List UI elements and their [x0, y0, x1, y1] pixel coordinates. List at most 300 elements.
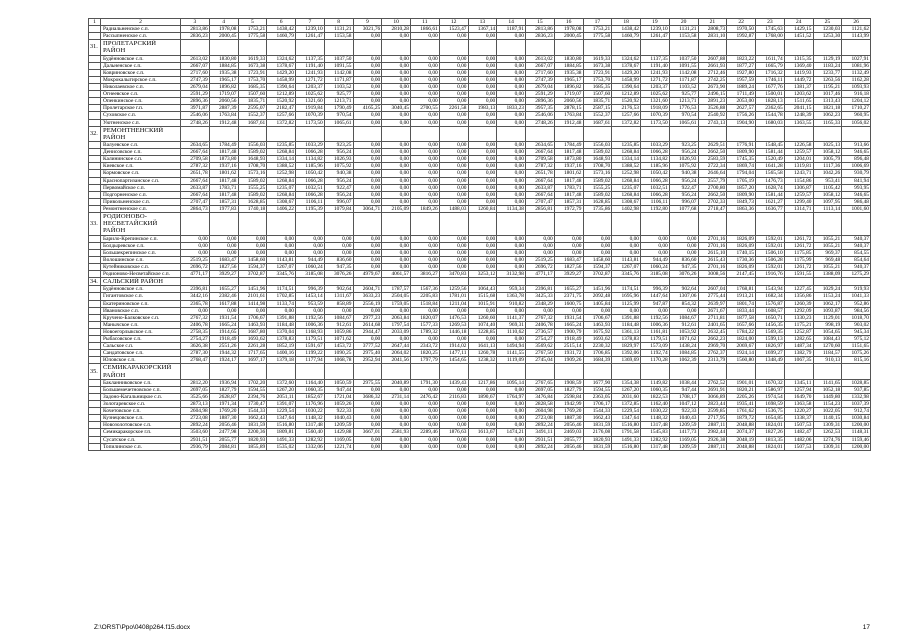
tariff-value: 1438,42: [267, 26, 296, 33]
tariff-value: 1071,62: [669, 336, 698, 343]
tariff-value: 1970,50: [727, 26, 756, 33]
tariff-value: 2084,81: [209, 443, 238, 450]
settlement-row: [89, 156, 871, 163]
empty-cell: [526, 278, 555, 286]
tariff-value: 2700,80: [698, 184, 727, 191]
settlement-row: [89, 350, 871, 357]
row-number-cell: [89, 415, 101, 422]
tariff-value: 0,00: [439, 401, 468, 408]
district-number: 34.: [89, 278, 101, 286]
tariff-value: 2718,47: [698, 205, 727, 212]
tariff-value: 1912,48: [554, 119, 583, 126]
tariff-value: 1787,57: [382, 286, 411, 293]
empty-cell: [181, 364, 210, 379]
settlement-name: Радиальненское с.п.: [101, 26, 181, 33]
tariff-value: 1665,24: [209, 321, 238, 328]
tariff-value: 1592,01: [756, 235, 785, 242]
tariff-value: 1820,93: [583, 436, 612, 443]
tariff-value: 1169,05: [669, 436, 698, 443]
tariff-value: 1797,79: [411, 357, 440, 364]
tariff-value: 1474,21: [497, 429, 526, 436]
tariff-value: 0,00: [382, 55, 411, 62]
tariff-value: 0,00: [411, 191, 440, 198]
tariff-value: 1066,28: [641, 149, 670, 156]
tariff-value: 0,00: [353, 76, 382, 83]
column-number-cell: 19: [641, 19, 670, 26]
tariff-value: 956,24: [324, 177, 353, 184]
tariff-table: [88, 18, 871, 451]
tariff-value: 953,41: [813, 177, 842, 184]
tariff-value: 0,00: [554, 235, 583, 242]
tariff-value: 1957,59: [727, 76, 756, 83]
settlement-row: [89, 170, 871, 177]
tariff-value: 1535,02: [267, 443, 296, 450]
tariff-value: 1978,08: [209, 26, 238, 33]
empty-cell: [554, 126, 583, 141]
tariff-value: 1233,77: [813, 69, 842, 76]
tariff-value: 0,00: [439, 55, 468, 62]
tariff-value: 1972,79: [554, 205, 583, 212]
tariff-value: 1791,58: [612, 429, 641, 436]
tariff-value: 3132,98: [497, 271, 526, 278]
tariff-value: 2639,97: [698, 300, 727, 307]
tariff-value: 1569,35: [756, 328, 785, 335]
tariff-value: 4979,67: [353, 271, 382, 278]
tariff-value: 1065,61: [324, 119, 353, 126]
tariff-value: 1025,62: [641, 91, 670, 98]
tariff-value: 1429,88: [324, 429, 353, 436]
tariff-value: 1824,01: [756, 443, 785, 450]
tariff-value: 2892,24: [526, 443, 555, 450]
tariff-value: 1347,64: [267, 415, 296, 422]
tariff-value: 854,64: [842, 256, 871, 263]
tariff-value: 1783,71: [209, 184, 238, 191]
tariff-value: 1168,93: [296, 328, 325, 335]
tariff-value: 0,00: [324, 249, 353, 256]
tariff-value: 0,00: [439, 112, 468, 119]
tariff-value: 1824,01: [756, 422, 785, 429]
row-number-cell: [89, 112, 101, 119]
tariff-value: 1913,21: [727, 293, 756, 300]
row-number-cell: [89, 76, 101, 83]
tariff-value: 1682,34: [756, 293, 785, 300]
tariff-value: 2031,60: [612, 393, 641, 400]
empty-cell: [526, 212, 555, 235]
tariff-value: 1828,13: [756, 98, 785, 105]
tariff-value: 1391,88: [612, 314, 641, 321]
tariff-value: 1143,81: [612, 256, 641, 263]
tariff-value: 1311,67: [324, 293, 353, 300]
empty-cell: [238, 40, 267, 55]
tariff-value: 0,00: [497, 401, 526, 408]
tariff-value: 2717,95: [698, 415, 727, 422]
tariff-value: 1405,84: [583, 300, 612, 307]
tariff-value: 2556,19: [353, 300, 382, 307]
empty-cell: [641, 364, 670, 379]
tariff-value: 2754,27: [181, 336, 210, 343]
tariff-value: 0,00: [209, 307, 238, 314]
tariff-value: 1581,44: [756, 149, 785, 156]
tariff-value: 3008,56: [698, 271, 727, 278]
tariff-value: 0,00: [641, 235, 670, 242]
tariff-value: 1908,59: [554, 379, 583, 386]
settlement-name: Болдыревское с.п.: [101, 242, 181, 249]
empty-cell: [411, 126, 440, 141]
tariff-value: 2696,72: [526, 263, 555, 270]
tariff-value: 0,00: [468, 191, 497, 198]
tariff-value: 1702,85: [267, 293, 296, 300]
tariff-value: 2926,38: [698, 436, 727, 443]
tariff-value: 1058,12: [813, 191, 842, 198]
empty-cell: [209, 364, 238, 379]
tariff-value: 0,00: [181, 249, 210, 256]
settlement-name: Новозолотовское с.п.: [101, 422, 181, 429]
tariff-value: 919,93: [842, 286, 871, 293]
tariff-value: 0,00: [497, 422, 526, 429]
tariff-value: 1308,67: [267, 198, 296, 205]
tariff-value: 1460,79: [267, 33, 296, 40]
settlement-row: [89, 422, 871, 429]
tariff-value: 1592,01: [756, 242, 785, 249]
tariff-value: 0,00: [353, 163, 382, 170]
tariff-value: 916,18: [842, 91, 871, 98]
tariff-value: 0,00: [468, 76, 497, 83]
tariff-value: 2651,78: [526, 170, 555, 177]
tariff-value: 1093,93: [842, 84, 871, 91]
tariff-value: 2667,64: [181, 177, 210, 184]
tariff-value: 0,00: [468, 263, 497, 270]
tariff-value: 3425,33: [526, 293, 555, 300]
tariff-value: 912,74: [842, 408, 871, 415]
empty-cell: [439, 364, 468, 379]
tariff-value: 1482,47: [784, 429, 813, 436]
tariff-value: 0,00: [497, 84, 526, 91]
empty-cell: [382, 364, 411, 379]
row-number-cell: [89, 393, 101, 400]
empty-cell: [267, 212, 296, 235]
tariff-value: 0,00: [353, 386, 382, 393]
tariff-value: 0,00: [583, 307, 612, 314]
row-number-cell: [89, 328, 101, 335]
tariff-value: 1670,32: [756, 379, 785, 386]
tariff-value: 1137,35: [296, 55, 325, 62]
tariff-value: 896,48: [842, 156, 871, 163]
settlement-name: Волошинское с.п.: [101, 256, 181, 263]
tariff-value: 0,00: [439, 170, 468, 177]
tariff-value: 0,00: [439, 119, 468, 126]
tariff-value: 1267,20: [267, 386, 296, 393]
tariff-value: 1817,48: [209, 149, 238, 156]
tariff-value: 1683,47: [554, 256, 583, 263]
tariff-value: 1763,84: [209, 112, 238, 119]
tariff-value: 0,00: [411, 242, 440, 249]
tariff-value: 1849,26: [411, 205, 440, 212]
tariff-value: 1730,36: [727, 256, 756, 263]
empty-cell: [641, 126, 670, 141]
settlement-name: Золотаревское с.п.: [101, 401, 181, 408]
tariff-value: 1148,31: [842, 429, 871, 436]
tariff-value: 1594,55: [583, 386, 612, 393]
settlement-row: [89, 242, 871, 249]
tariff-value: 0,00: [497, 142, 526, 149]
empty-cell: [784, 126, 813, 141]
tariff-value: 1809,90: [727, 191, 756, 198]
tariff-value: 2348,29: [526, 300, 555, 307]
tariff-value: 1315,35: [784, 55, 813, 62]
tariff-value: 1909,26: [554, 357, 583, 364]
tariff-value: 2041,56: [382, 357, 411, 364]
tariff-value: 1213,71: [324, 98, 353, 105]
tariff-value: 1390,64: [612, 84, 641, 91]
tariff-value: 0,00: [439, 443, 468, 450]
tariff-value: 0,00: [353, 112, 382, 119]
tariff-value: 1791,30: [411, 379, 440, 386]
tariff-value: 2873,13: [181, 401, 210, 408]
tariff-value: 1029,24: [813, 286, 842, 293]
empty-cell: [612, 212, 641, 235]
tariff-value: 1032,51: [296, 184, 325, 191]
tariff-value: 0,00: [324, 242, 353, 249]
tariff-value: 925,77: [324, 91, 353, 98]
tariff-value: 0,00: [353, 170, 382, 177]
settlement-name: Кочетовское с.п.: [101, 408, 181, 415]
column-number-row: [89, 19, 871, 26]
column-number-cell: 20: [669, 19, 698, 26]
empty-cell: [583, 126, 612, 141]
column-number-cell: 12: [439, 19, 468, 26]
tariff-value: 2975,40: [353, 350, 382, 357]
tariff-value: 1047,12: [669, 401, 698, 408]
tariff-value: 2977,23: [353, 314, 382, 321]
settlement-row: [89, 184, 871, 191]
tariff-value: 2053,00: [727, 98, 756, 105]
tariff-value: 1873,80: [209, 156, 238, 163]
tariff-value: 854,32: [669, 300, 698, 307]
tariff-value: 2615,43: [698, 256, 727, 263]
tariff-value: 2546,06: [526, 112, 555, 119]
tariff-value: 1830,80: [209, 55, 238, 62]
tariff-value: 1067,35: [784, 357, 813, 364]
tariff-value: 2629,51: [698, 142, 727, 149]
empty-cell: [698, 212, 727, 235]
tariff-value: 1259,57: [784, 149, 813, 156]
tariff-value: 1228,85: [468, 328, 497, 335]
tariff-value: 3569,62: [526, 343, 555, 350]
tariff-value: 996,07: [324, 198, 353, 205]
column-number-cell: 1: [89, 19, 101, 26]
tariff-value: 1781,01: [439, 293, 468, 300]
tariff-value: 1817,48: [554, 191, 583, 198]
column-number-cell: 25: [813, 19, 842, 26]
tariff-value: 1332,98: [842, 393, 871, 400]
tariff-value: 1252,98: [612, 170, 641, 177]
tariff-value: 0,00: [382, 386, 411, 393]
row-number-cell: [89, 62, 101, 69]
row-number-cell: [89, 149, 101, 156]
tariff-value: 0,00: [324, 307, 353, 314]
tariff-value: 1789,32: [411, 328, 440, 335]
tariff-value: 1454,65: [439, 357, 468, 364]
settlement-row: [89, 408, 871, 415]
tariff-value: 1636,77: [756, 205, 785, 212]
tariff-value: 0,00: [497, 256, 526, 263]
settlement-row: [89, 76, 871, 83]
tariff-value: 1706,17: [583, 401, 612, 408]
tariff-value: 0,00: [382, 415, 411, 422]
tariff-value: 922,47: [324, 184, 353, 191]
tariff-value: 1706,67: [583, 314, 612, 321]
tariff-value: 4165,25: [353, 105, 382, 112]
tariff-value: 1090,25: [324, 350, 353, 357]
tariff-value: 1143,99: [842, 33, 871, 40]
empty-cell: [411, 40, 440, 55]
tariff-value: 1267,20: [612, 386, 641, 393]
tariff-value: 0,00: [411, 91, 440, 98]
tariff-value: 1594,55: [238, 386, 267, 393]
tariff-value: 1066,28: [296, 149, 325, 156]
tariff-value: 0,00: [411, 336, 440, 343]
tariff-value: 2673,90: [698, 84, 727, 91]
settlement-name: Ремонтненское с.п.: [101, 205, 181, 212]
tariff-value: 1673,38: [583, 62, 612, 69]
tariff-value: 0,00: [526, 249, 555, 256]
tariff-value: 3185,08: [296, 271, 325, 278]
settlement-row: [89, 401, 871, 408]
tariff-value: 1971,34: [209, 401, 238, 408]
tariff-value: 0,00: [382, 177, 411, 184]
tariff-value: 1730,47: [238, 401, 267, 408]
tariff-value: 836,60: [324, 256, 353, 263]
settlement-row: [89, 379, 871, 386]
tariff-value: 1589,02: [238, 191, 267, 198]
tariff-value: 1269,53: [439, 321, 468, 328]
tariff-value: 0,00: [497, 76, 526, 83]
tariff-value: 0,00: [468, 436, 497, 443]
tariff-value: 2787,32: [181, 163, 210, 170]
tariff-value: 1515,68: [468, 293, 497, 300]
tariff-value: 1070,39: [296, 112, 325, 119]
empty-cell: [554, 278, 583, 286]
tariff-value: 0,00: [468, 170, 497, 177]
tariff-value: 2182,47: [267, 105, 296, 112]
tariff-value: 1330,23: [784, 314, 813, 321]
tariff-value: 1556,03: [583, 142, 612, 149]
district-header-row: [89, 364, 871, 379]
tariff-value: 1745,63: [756, 26, 785, 33]
tariff-value: 1091,55: [324, 62, 353, 69]
settlement-row: [89, 328, 871, 335]
tariff-value: 956,24: [669, 149, 698, 156]
tariff-value: 1784,49: [209, 142, 238, 149]
tariff-value: 2540,92: [698, 112, 727, 119]
tariff-value: 1261,47: [641, 33, 670, 40]
tariff-value: 956,24: [324, 191, 353, 198]
tariff-value: 1103,52: [324, 84, 353, 91]
tariff-value: 1680,03: [756, 119, 785, 126]
tariff-value: 1084,43: [813, 336, 842, 343]
tariff-value: 0,00: [353, 336, 382, 343]
tariff-value: 1134,82: [296, 156, 325, 163]
tariff-value: 1062,17: [813, 300, 842, 307]
tariff-value: 2048,19: [727, 436, 756, 443]
tariff-value: 1817,48: [209, 191, 238, 198]
tariff-value: 986,48: [842, 198, 871, 205]
tariff-value: 923,25: [669, 142, 698, 149]
tariff-value: 0,00: [439, 386, 468, 393]
tariff-value: 1826,09: [727, 235, 756, 242]
tariff-value: 1018,70: [842, 314, 871, 321]
tariff-value: 1075,26: [842, 350, 871, 357]
tariff-value: 1628,85: [583, 198, 612, 205]
row-number-cell: [89, 343, 101, 350]
tariff-value: 0,00: [497, 336, 526, 343]
row-number-cell: [89, 91, 101, 98]
tariff-value: 1038,44: [669, 379, 698, 386]
tariff-value: 2033,09: [382, 328, 411, 335]
empty-cell: [669, 364, 698, 379]
tariff-value: 2878,15: [554, 105, 583, 112]
tariff-value: 1516,80: [267, 422, 296, 429]
tariff-value: 2679,04: [181, 84, 210, 91]
tariff-value: 1693,62: [238, 336, 267, 343]
settlement-name: Суховское с.п.: [101, 112, 181, 119]
tariff-value: 1506,28: [756, 256, 785, 263]
empty-cell: [267, 364, 296, 379]
tariff-value: 1241,93: [296, 69, 325, 76]
tariff-value: 0,00: [439, 184, 468, 191]
tariff-value: 1992,87: [727, 33, 756, 40]
tariff-value: 1027,91: [842, 55, 871, 62]
tariff-value: 2074,37: [727, 429, 756, 436]
tariff-value: 1919,84: [296, 105, 325, 112]
tariff-value: 0,00: [353, 198, 382, 205]
tariff-value: 1544,33: [238, 408, 267, 415]
empty-cell: [727, 212, 756, 235]
empty-cell: [324, 212, 353, 235]
tariff-value: 1372,85: [612, 401, 641, 408]
tariff-value: 0,00: [497, 184, 526, 191]
settlement-name: Привольненское с.п.: [101, 198, 181, 205]
tariff-value: 1192,56: [641, 314, 670, 321]
tariff-value: 1032,51: [641, 184, 670, 191]
tariff-value: 0,00: [468, 177, 497, 184]
tariff-value: 1348,49: [756, 357, 785, 364]
tariff-value: 0,00: [497, 149, 526, 156]
tariff-value: 1174,51: [612, 286, 641, 293]
tariff-value: 1944,32: [209, 350, 238, 357]
row-number-cell: [89, 386, 101, 393]
tariff-value: 1879,72: [727, 415, 756, 422]
tariff-value: 1877,58: [727, 314, 756, 321]
empty-cell: [526, 364, 555, 379]
tariff-value: 1827,26: [756, 429, 785, 436]
tariff-value: 1830,80: [554, 55, 583, 62]
tariff-value: 1148,32: [296, 415, 325, 422]
tariff-value: 1520,92: [612, 98, 641, 105]
tariff-value: 0,00: [468, 415, 497, 422]
tariff-value: 2931,51: [526, 436, 555, 443]
settlement-row: [89, 177, 871, 184]
tariff-value: 0,00: [669, 249, 698, 256]
tariff-value: 0,00: [411, 142, 440, 149]
tariff-value: 1390,64: [267, 84, 296, 91]
tariff-value: 3633,23: [353, 293, 382, 300]
tariff-value: 1687,61: [238, 119, 267, 126]
row-number-cell: [89, 271, 101, 278]
tariff-value: 0,00: [468, 156, 497, 163]
tariff-value: 1414,98: [238, 300, 267, 307]
empty-cell: [583, 278, 612, 286]
